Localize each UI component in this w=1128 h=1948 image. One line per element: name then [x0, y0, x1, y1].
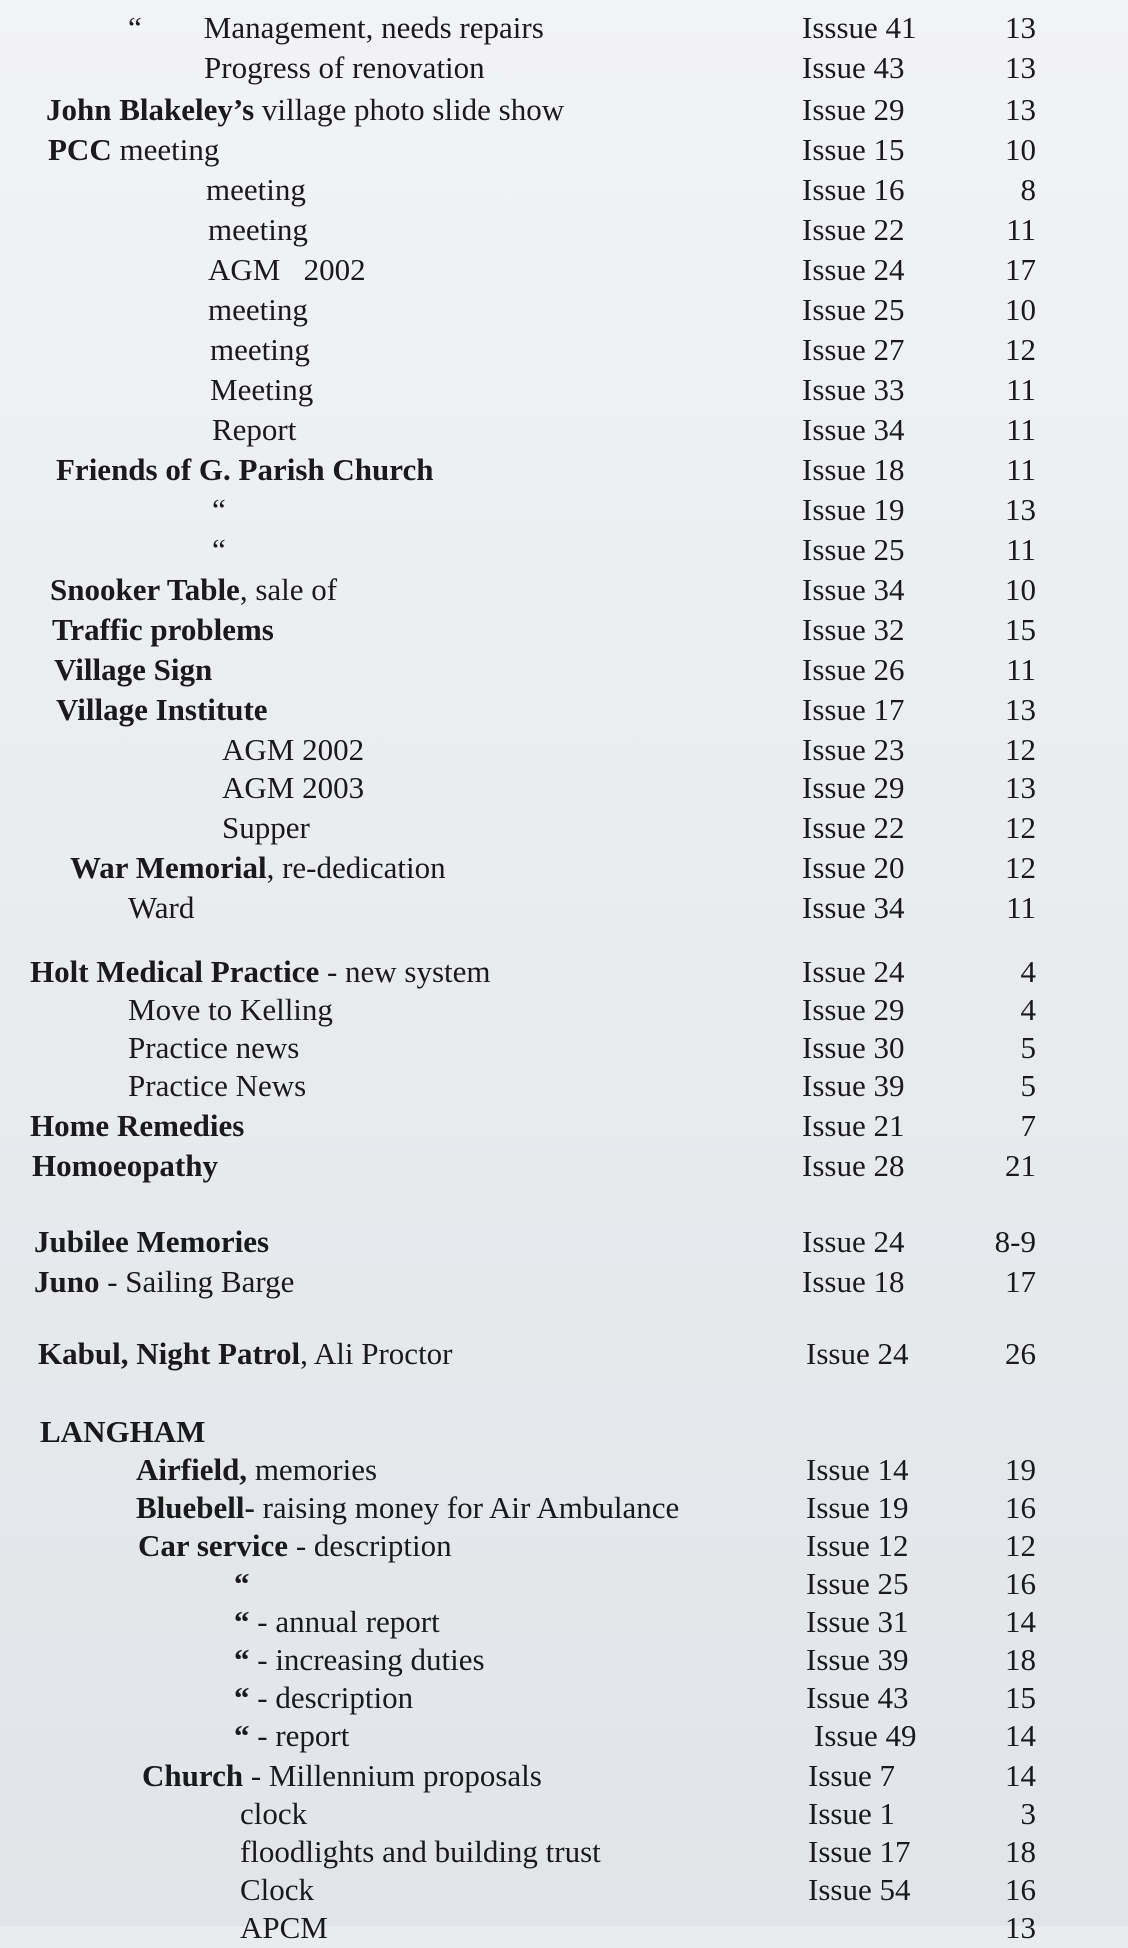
entry-text: Move to Kelling	[128, 992, 333, 1027]
entry-heading-text: Village Institute	[56, 692, 268, 727]
index-row	[0, 170, 1128, 210]
index-row	[0, 888, 1128, 928]
entry-heading-text: Village Sign	[54, 652, 213, 687]
issue-number: Issue 25	[802, 292, 905, 327]
entry-text: meeting	[208, 212, 308, 247]
index-entry	[212, 530, 226, 570]
page-number: 16	[1005, 1490, 1036, 1525]
index-entry	[210, 370, 313, 410]
issue-number: Issue 23	[802, 732, 905, 767]
page-number: 13	[1005, 692, 1036, 727]
issue-number: Issue 24	[802, 1224, 905, 1259]
issue-number: Issue 31	[806, 1604, 909, 1639]
issue-number: Issue 19	[806, 1490, 909, 1525]
index-entry	[206, 170, 306, 210]
index-row	[0, 1640, 1128, 1680]
index-entry	[56, 450, 433, 490]
index-entry	[54, 650, 212, 690]
page-number: 13	[1005, 770, 1036, 805]
page-number: 12	[1005, 810, 1036, 845]
page-number: 14	[1005, 1718, 1036, 1753]
index-row	[0, 1488, 1128, 1528]
entry-text: floodlights and building trust	[240, 1834, 601, 1869]
entry-heading-text: Airfield,	[136, 1452, 248, 1487]
issue-number: Issue 25	[806, 1566, 909, 1601]
index-row	[0, 768, 1128, 808]
page-number: 5	[1020, 1068, 1036, 1103]
index-row	[0, 330, 1128, 370]
index-row	[0, 370, 1128, 410]
index-entry	[234, 1564, 250, 1604]
entry-heading-text: Traffic problems	[52, 612, 274, 647]
issue-number: Issue 17	[808, 1834, 911, 1869]
index-entry	[128, 8, 544, 48]
entry-text: Practice news	[128, 1030, 300, 1065]
index-entry	[128, 1066, 306, 1106]
index-row	[0, 848, 1128, 888]
index-row	[0, 1066, 1128, 1106]
page-number: 10	[1005, 132, 1036, 167]
index-row	[0, 650, 1128, 690]
index-entry	[240, 1832, 601, 1872]
page-number: 16	[1005, 1872, 1036, 1907]
issue-number: Issue 26	[802, 652, 905, 687]
issue-number: Issue 15	[802, 132, 905, 167]
entry-text: memories	[247, 1452, 378, 1487]
issue-number: Issue 20	[802, 850, 905, 885]
entry-heading-text: “	[234, 1604, 250, 1639]
page-number: 16	[1005, 1566, 1036, 1601]
issue-number: Issue 34	[802, 412, 905, 447]
entry-text: meeting	[111, 132, 220, 167]
page-number: 18	[1005, 1834, 1036, 1869]
index-entry	[128, 990, 333, 1030]
index-entry	[30, 952, 491, 992]
page-number: 17	[1005, 252, 1036, 287]
issue-number: Issue 12	[806, 1528, 909, 1563]
entry-text: - new system	[319, 954, 491, 989]
entry-text: clock	[240, 1796, 308, 1831]
index-row	[0, 90, 1128, 130]
entry-heading-text: “	[234, 1680, 250, 1715]
entry-text: - increasing duties	[249, 1642, 485, 1677]
index-row	[0, 1832, 1128, 1872]
page-number: 18	[1005, 1642, 1036, 1677]
issue-number: Issue 27	[802, 332, 905, 367]
issue-number: Issue 18	[802, 452, 905, 487]
issue-number: Issue 22	[802, 810, 905, 845]
entry-text: “	[212, 532, 226, 567]
entry-heading-text: Bluebell-	[136, 1490, 255, 1525]
page-number: 10	[1005, 572, 1036, 607]
index-row	[0, 610, 1128, 650]
index-row	[0, 1412, 1128, 1452]
page-number: 13	[1005, 92, 1036, 127]
entry-text: - annual report	[249, 1604, 440, 1639]
index-row	[0, 1526, 1128, 1566]
index-row	[0, 1262, 1128, 1302]
entry-heading-text: Car service	[138, 1528, 289, 1563]
index-row	[0, 952, 1128, 992]
index-entry	[136, 1450, 377, 1490]
page-number: 11	[1006, 532, 1036, 567]
index-entry	[38, 1334, 453, 1374]
entry-text: Supper	[222, 810, 310, 845]
entry-text: - description	[249, 1680, 414, 1715]
issue-number: Issue 29	[802, 92, 905, 127]
entry-text: AGM 2002	[222, 732, 365, 767]
page-number: 19	[1005, 1452, 1036, 1487]
entry-text: - report	[249, 1718, 350, 1753]
index-row	[0, 1106, 1128, 1146]
index-row	[0, 1146, 1128, 1186]
index-entry	[70, 848, 446, 888]
entry-heading-text: Friends of G. Parish Church	[56, 452, 434, 487]
issue-number: Issue 39	[806, 1642, 909, 1677]
issue-number: Issue 7	[808, 1758, 895, 1793]
index-entry	[128, 1028, 299, 1068]
page-number: 8	[1020, 172, 1036, 207]
entry-heading-text: Church	[142, 1758, 244, 1793]
entry-text: meeting	[206, 172, 306, 207]
index-entry	[142, 1756, 542, 1796]
entry-heading-text: “	[234, 1642, 250, 1677]
issue-number: Isssue 41	[802, 10, 917, 45]
issue-number: Issue 24	[802, 252, 905, 287]
issue-number: Issue 1	[808, 1796, 895, 1831]
index-row	[0, 1794, 1128, 1834]
index-entry	[234, 1716, 349, 1756]
index-row	[0, 1756, 1128, 1796]
index-row	[0, 410, 1128, 450]
index-row	[0, 1334, 1128, 1374]
index-row	[0, 990, 1128, 1030]
issue-number: Issue 30	[802, 1030, 905, 1065]
page-number: 26	[1005, 1336, 1036, 1371]
index-row	[0, 8, 1128, 48]
entry-text: AGM 2003	[222, 770, 365, 805]
entry-text: meeting	[210, 332, 310, 367]
index-row	[0, 808, 1128, 848]
index-entry	[234, 1678, 413, 1718]
index-entry	[128, 888, 194, 928]
issue-number: Issue 39	[802, 1068, 905, 1103]
issue-number: Issue 54	[808, 1872, 911, 1907]
index-entry	[212, 490, 226, 530]
issue-number: Issue 16	[802, 172, 905, 207]
page-number: 3	[1020, 1796, 1036, 1831]
page-number: 11	[1006, 412, 1036, 447]
index-entry	[240, 1870, 314, 1910]
index-row	[0, 130, 1128, 170]
entry-text: Ward	[128, 890, 195, 925]
page-number: 21	[1005, 1148, 1036, 1183]
index-entry	[222, 730, 364, 770]
index-row	[0, 290, 1128, 330]
entry-heading-text: LANGHAM	[40, 1414, 206, 1449]
page-number: 13	[1005, 1910, 1036, 1945]
index-row	[0, 1450, 1128, 1490]
page-number: 11	[1006, 890, 1036, 925]
index-row	[0, 210, 1128, 250]
page-number: 8-9	[994, 1224, 1036, 1259]
index-entry	[138, 1526, 452, 1566]
entry-heading-text: Homoeopathy	[32, 1148, 218, 1183]
page-number: 7	[1020, 1108, 1036, 1143]
issue-number: Issue 24	[806, 1336, 909, 1371]
index-row	[0, 1564, 1128, 1604]
index-row	[0, 1222, 1128, 1262]
page-number: 15	[1005, 612, 1036, 647]
page-number: 12	[1005, 850, 1036, 885]
entry-text: Clock	[240, 1872, 315, 1907]
entry-text: Meeting	[210, 372, 314, 407]
entry-heading-text: John Blakeley’s	[46, 92, 255, 127]
index-entry	[52, 610, 274, 650]
entry-text: - Millennium proposals	[243, 1758, 542, 1793]
index-entry	[48, 130, 219, 170]
entry-heading-text: Home Remedies	[30, 1108, 245, 1143]
index-entry	[208, 290, 308, 330]
index-row	[0, 450, 1128, 490]
entry-text: Progress of renovation	[204, 50, 485, 85]
issue-number: Issue 19	[802, 492, 905, 527]
index-entry	[56, 690, 268, 730]
index-entry	[208, 250, 366, 290]
issue-number: Issue 33	[802, 372, 905, 407]
index-entry	[234, 1640, 485, 1680]
page-number: 11	[1006, 452, 1036, 487]
page-number: 11	[1006, 372, 1036, 407]
entry-heading-text: “	[234, 1718, 250, 1753]
page-number: 12	[1005, 1528, 1036, 1563]
page-number: 14	[1005, 1604, 1036, 1639]
page-number: 13	[1005, 50, 1036, 85]
index-entry	[212, 410, 296, 450]
index-entry	[46, 90, 564, 130]
issue-number: Issue 34	[802, 890, 905, 925]
index-entry	[30, 1106, 244, 1146]
entry-text: village photo slide show	[254, 92, 565, 127]
index-entry	[40, 1412, 205, 1452]
entry-text: , Ali Proctor	[300, 1336, 453, 1371]
page-number: 11	[1006, 652, 1036, 687]
issue-number: Issue 49	[814, 1718, 917, 1753]
issue-number: Issue 18	[802, 1264, 905, 1299]
issue-number: Issue 29	[802, 992, 905, 1027]
issue-number: Issue 43	[806, 1680, 909, 1715]
page-number: 14	[1005, 1758, 1036, 1793]
page-number: 5	[1020, 1030, 1036, 1065]
index-entry	[208, 210, 308, 250]
issue-number: Issue 29	[802, 770, 905, 805]
entry-text: AGM 2002	[208, 252, 366, 287]
entry-text: , sale of	[239, 572, 338, 607]
entry-heading-text: Holt Medical Practice	[30, 954, 320, 989]
index-entry	[32, 1146, 218, 1186]
entry-text: APCM	[240, 1910, 328, 1945]
index-entry	[234, 1602, 440, 1642]
index-entry	[34, 1222, 269, 1262]
entry-text: - description	[288, 1528, 452, 1563]
index-row	[0, 1028, 1128, 1068]
entry-heading-text: War Memorial	[70, 850, 267, 885]
entry-text: raising money for Air Ambulance	[254, 1490, 680, 1525]
index-entry	[240, 1908, 328, 1948]
entry-heading-text: Juno	[34, 1264, 100, 1299]
index-row	[0, 48, 1128, 88]
entry-heading-text: PCC	[48, 132, 112, 167]
issue-number: Issue 22	[802, 212, 905, 247]
issue-number: Issue 21	[802, 1108, 905, 1143]
entry-text: meeting	[208, 292, 308, 327]
issue-number: Issue 32	[802, 612, 905, 647]
entry-text: Practice News	[128, 1068, 307, 1103]
index-row	[0, 1716, 1128, 1756]
page-number: 12	[1005, 732, 1036, 767]
index-entry	[210, 330, 310, 370]
entry-text: Report	[212, 412, 297, 447]
entry-heading-text: Snooker Table	[50, 572, 240, 607]
index-row	[0, 1678, 1128, 1718]
page-number: 13	[1005, 10, 1036, 45]
index-row	[0, 250, 1128, 290]
index-row	[0, 1908, 1128, 1948]
issue-number: Issue 43	[802, 50, 905, 85]
page-number: 13	[1005, 492, 1036, 527]
entry-heading-text: “	[234, 1566, 250, 1601]
page-number: 12	[1005, 332, 1036, 367]
index-entry	[204, 48, 485, 88]
index-entry	[34, 1262, 294, 1302]
index-row	[0, 1602, 1128, 1642]
index-entry	[222, 808, 310, 848]
page-number: 4	[1020, 954, 1036, 989]
page-number: 15	[1005, 1680, 1036, 1715]
entry-text: , re-dedication	[266, 850, 446, 885]
index-row	[0, 490, 1128, 530]
index-entry	[50, 570, 337, 610]
index-row	[0, 730, 1128, 770]
index-row	[0, 690, 1128, 730]
issue-number: Issue 14	[806, 1452, 909, 1487]
issue-number: Issue 28	[802, 1148, 905, 1183]
index-entry	[136, 1488, 679, 1528]
entry-heading-text: Kabul, Night Patrol	[38, 1336, 301, 1371]
entry-text: - Sailing Barge	[99, 1264, 295, 1299]
issue-number: Issue 17	[802, 692, 905, 727]
entry-text: “	[128, 10, 142, 45]
issue-number: Issue 34	[802, 572, 905, 607]
issue-number: Issue 24	[802, 954, 905, 989]
index-row	[0, 1870, 1128, 1910]
page-number: 17	[1005, 1264, 1036, 1299]
page-number: 4	[1020, 992, 1036, 1027]
index-entry	[222, 768, 364, 808]
page-number: 11	[1006, 212, 1036, 247]
index-row	[0, 530, 1128, 570]
entry-text: Management, needs repairs	[141, 10, 544, 45]
entry-heading-text: Jubilee Memories	[34, 1224, 270, 1259]
index-entry	[240, 1794, 307, 1834]
issue-number: Issue 25	[802, 532, 905, 567]
page-number: 10	[1005, 292, 1036, 327]
index-row	[0, 570, 1128, 610]
entry-text: “	[212, 492, 226, 527]
